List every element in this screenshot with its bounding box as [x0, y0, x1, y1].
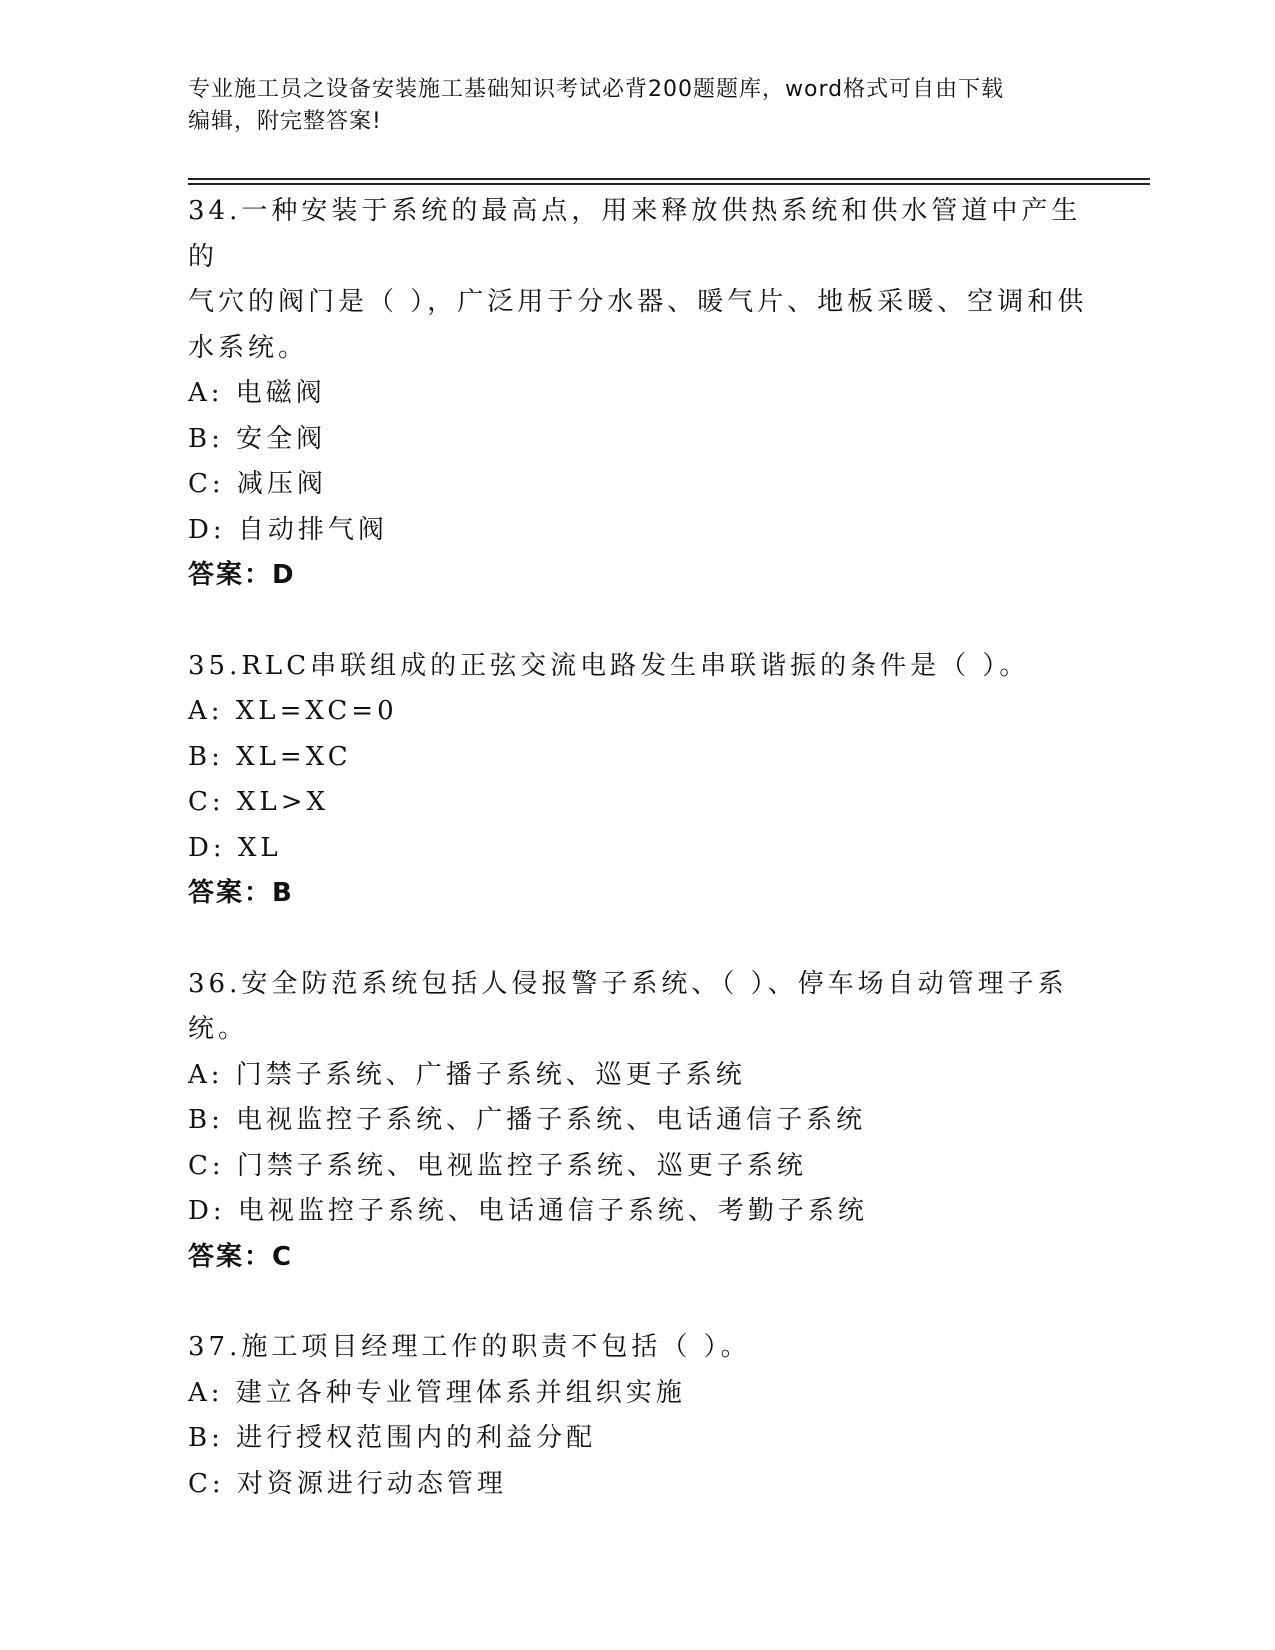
answer: 答案：C — [188, 1241, 294, 1272]
option-a: A: 电磁阀 — [188, 378, 326, 408]
document-header — [188, 74, 1068, 138]
question-34 — [188, 189, 1088, 599]
question-text-line: 37.施工项目经理工作的职责不包括（ ）。 — [188, 1332, 751, 1362]
option-b: B: 安全阀 — [188, 423, 327, 454]
option-b: B: 电视监控子系统、广播子系统、电话通信子系统 — [188, 1105, 867, 1135]
header-divider-top — [188, 178, 1150, 180]
option-d: D: XL — [188, 832, 282, 863]
question-text-line: 统。 — [188, 1014, 249, 1044]
question-37 — [188, 1325, 1088, 1507]
option-d: D: 电视监控子系统、电话通信子系统、考勤子系统 — [188, 1196, 868, 1226]
option-c: C: XL>X — [188, 787, 329, 817]
option-c: C: 门禁子系统、电视监控子系统、巡更子系统 — [188, 1150, 807, 1181]
question-35 — [188, 644, 1088, 917]
option-b: B: 进行授权范围内的利益分配 — [188, 1423, 597, 1453]
option-c: C: 减压阀 — [188, 469, 327, 499]
question-text-line: 36.安全防范系统包括人侵报警子系统、（ ）、停车场自动管理子系 — [188, 968, 1068, 999]
header-divider-bottom — [188, 183, 1150, 185]
question-list — [188, 189, 1088, 1507]
answer: 答案：D — [188, 560, 296, 590]
question-text-line: 气穴的阀门是（ ），广泛用于分水器、暖气片、地板采暖、空调和供 — [188, 287, 1088, 317]
header-line-1: 专业施工员之设备安装施工基础知识考试必背200题题库，word格式可自由下载 — [188, 77, 1005, 102]
question-text-line: 34.一种安装于系统的最高点，用来释放供热系统和供水管道中产生的 — [188, 196, 1082, 272]
question-36 — [188, 962, 1088, 1281]
option-a: A: 门禁子系统、广播子系统、巡更子系统 — [188, 1059, 746, 1090]
option-a: A: XL=XC=0 — [188, 696, 398, 726]
option-a: A: 建立各种专业管理体系并组织实施 — [188, 1377, 686, 1408]
question-text-line: 水系统。 — [188, 332, 309, 363]
question-text-line: 35.RLC串联组成的正弦交流电路发生串联谐振的条件是（ ）。 — [188, 650, 1030, 681]
option-d: D: 自动排气阀 — [188, 514, 388, 545]
answer: 答案：B — [188, 878, 294, 908]
option-c: C: 对资源进行动态管理 — [188, 1468, 507, 1499]
option-b: B: XL=XC — [188, 741, 352, 772]
header-line-2: 编辑，附完整答案! — [188, 109, 382, 134]
